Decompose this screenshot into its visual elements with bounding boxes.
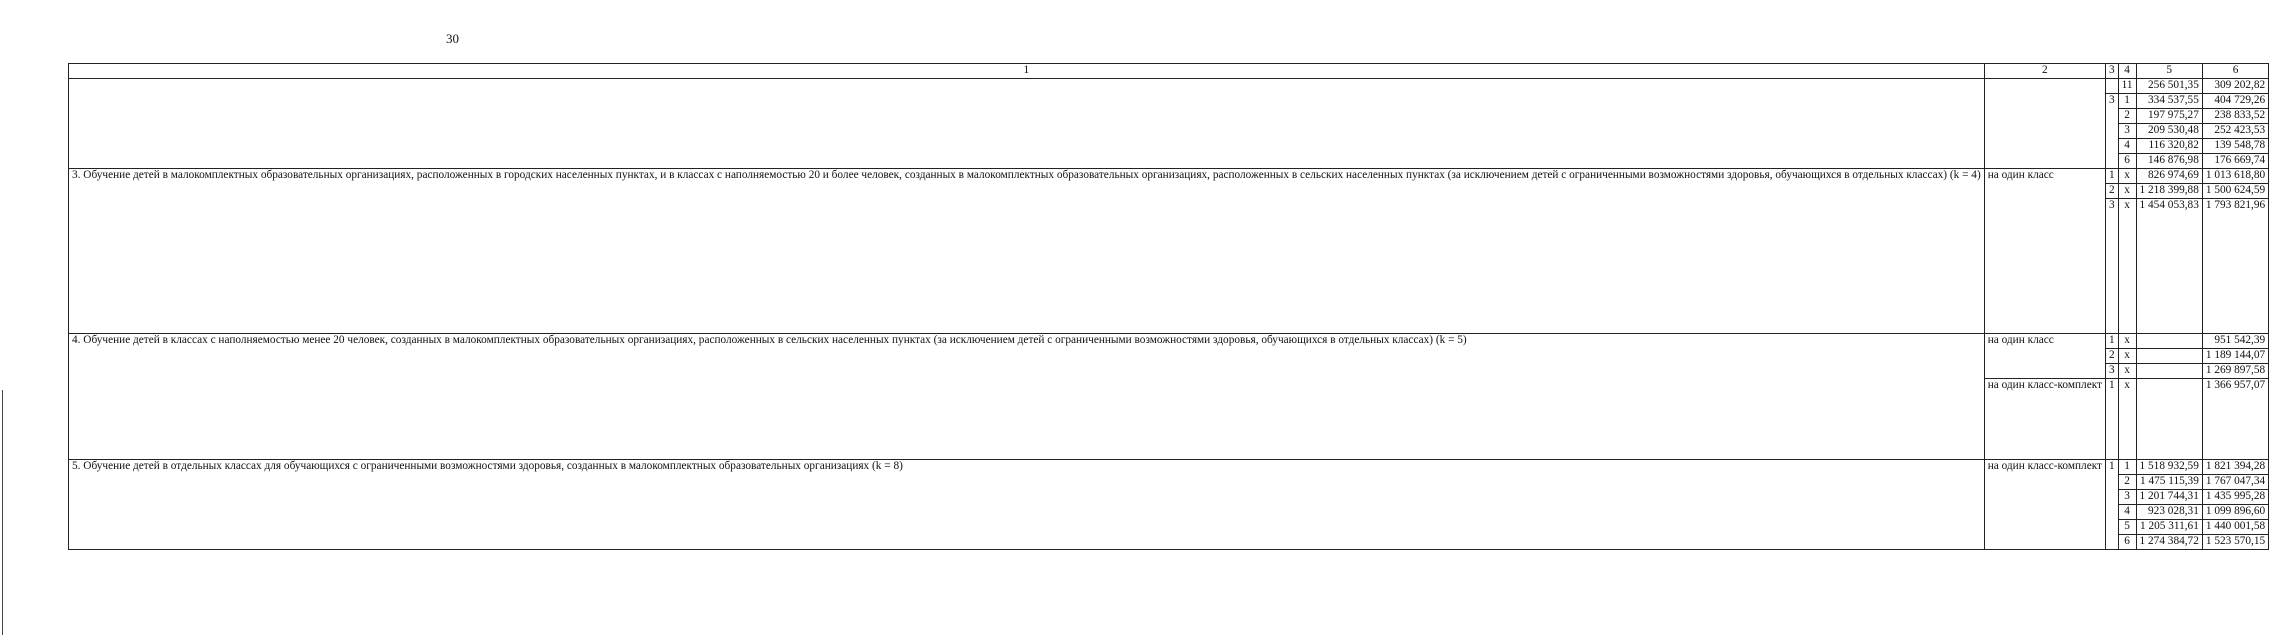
header-cell: 4 <box>2118 64 2136 79</box>
value-cell: 1 454 053,83 <box>2136 199 2202 334</box>
value-cell: 309 202,82 <box>2202 79 2268 94</box>
value-cell: 1 518 932,59 <box>2136 460 2202 475</box>
value-cell: 1 013 618,80 <box>2202 169 2268 184</box>
table-row <box>69 169 2269 184</box>
unit-cell: на один класс <box>1984 334 2105 379</box>
value-cell: 256 501,35 <box>2136 79 2202 94</box>
value-cell: 1 440 001,58 <box>2202 520 2268 535</box>
category-cell <box>69 79 1985 169</box>
group-cell: 1 <box>2106 379 2119 460</box>
group-cell: 1 <box>2106 334 2119 349</box>
group-cell: 3 <box>2106 94 2119 169</box>
value-cell: 923 028,31 <box>2136 505 2202 520</box>
category-cell: 4. Обучение детей в классах с наполняемостью менее 20 человек, созданных в малокомплектных образовательных организациях, расположенных в сельских населенных пунктах (за исключением детей с ограниченными возможностями здоровья, обучающихся в отдельных классах) (k = 5) <box>69 334 1985 460</box>
value-cell: 1 269 897,58 <box>2202 364 2268 379</box>
value-cell: 1 366 957,07 <box>2202 379 2268 460</box>
group-cell: 3 <box>2106 364 2119 379</box>
value-cell: 146 876,98 <box>2136 154 2202 169</box>
class-cell: 4 <box>2118 139 2136 154</box>
header-cell: 6 <box>2202 64 2268 79</box>
value-cell: 116 320,82 <box>2136 139 2202 154</box>
class-cell: 11 <box>2118 79 2136 94</box>
class-cell: х <box>2118 169 2136 184</box>
value-cell: 238 833,52 <box>2202 109 2268 124</box>
class-cell: х <box>2118 184 2136 199</box>
unit-cell: на один класс-комплект <box>1984 379 2105 460</box>
value-cell: 1 767 047,34 <box>2202 475 2268 490</box>
value-cell: 139 548,78 <box>2202 139 2268 154</box>
table-row <box>69 460 2269 475</box>
value-cell: 1 099 896,60 <box>2202 505 2268 520</box>
value-cell: 1 189 144,07 <box>2202 349 2268 364</box>
class-cell: 4 <box>2118 505 2136 520</box>
value-cell: 209 530,48 <box>2136 124 2202 139</box>
value-cell: 404 729,26 <box>2202 94 2268 109</box>
header-cell: 2 <box>1984 64 2105 79</box>
unit-cell: на один класс-комплект <box>1984 460 2105 550</box>
class-cell: х <box>2118 199 2136 334</box>
category-cell: 5. Обучение детей в отдельных классах для обучающихся с ограниченными возможностями здоровья, созданных в малокомплектных образовательных организациях (k = 8) <box>69 460 1985 550</box>
class-cell: 5 <box>2118 520 2136 535</box>
class-cell: х <box>2118 334 2136 349</box>
value-cell: 334 537,55 <box>2136 94 2202 109</box>
value-cell: 1 201 744,31 <box>2136 490 2202 505</box>
class-cell: 3 <box>2118 124 2136 139</box>
class-cell: 1 <box>2118 460 2136 475</box>
table-row <box>69 334 2269 349</box>
value-cell: 1 218 399,88 <box>2136 184 2202 199</box>
group-cell: 1 <box>2106 460 2119 550</box>
value-cell: 1 274 384,72 <box>2136 535 2202 550</box>
value-cell: 1 205 311,61 <box>2136 520 2202 535</box>
class-cell: 6 <box>2118 535 2136 550</box>
class-cell: 2 <box>2118 475 2136 490</box>
value-cell: 1 821 394,28 <box>2202 460 2268 475</box>
group-cell: 1 <box>2106 169 2119 184</box>
header-row <box>69 64 2269 79</box>
value-cell: 1 500 624,59 <box>2202 184 2268 199</box>
category-cell: 3. Обучение детей в малокомплектных образовательных организациях, расположенных в городских населенных пунктах, и в классах с наполняемостью 20 и более человек, созданных в малокомплектных образовательных организациях, расположенных в сельских населенных пунктах (за исключением детей с ограниченными возможностями здоровья, обучающихся в отдельных классах) (k = 4) <box>69 169 1985 334</box>
value-cell: 252 423,53 <box>2202 124 2268 139</box>
class-cell: 6 <box>2118 154 2136 169</box>
header-cell: 5 <box>2136 64 2202 79</box>
class-cell: х <box>2118 364 2136 379</box>
class-cell: х <box>2118 379 2136 460</box>
value-cell: 197 975,27 <box>2136 109 2202 124</box>
table-row <box>69 79 2269 94</box>
value-cell: 1 475 115,39 <box>2136 475 2202 490</box>
value-cell: 951 542,39 <box>2202 334 2268 349</box>
unit-cell <box>1984 79 2105 169</box>
value-cell: 1 793 821,96 <box>2202 199 2268 334</box>
group-cell <box>2106 79 2119 94</box>
group-cell: 2 <box>2106 349 2119 364</box>
group-cell: 3 <box>2106 199 2119 334</box>
group-cell: 2 <box>2106 184 2119 199</box>
value-cell: 826 974,69 <box>2136 169 2202 184</box>
class-cell: 3 <box>2118 490 2136 505</box>
class-cell: 1 <box>2118 94 2136 109</box>
scan-edge-line <box>2 390 3 635</box>
class-cell: х <box>2118 349 2136 364</box>
value-cell: 176 669,74 <box>2202 154 2268 169</box>
value-cell <box>2136 379 2202 460</box>
tariff-table <box>68 63 2269 550</box>
value-cell: 1 523 570,15 <box>2202 535 2268 550</box>
value-cell: 1 435 995,28 <box>2202 490 2268 505</box>
unit-cell: на один класс <box>1984 169 2105 334</box>
header-cell: 3 <box>2106 64 2119 79</box>
page-number: 30 <box>446 31 459 46</box>
value-cell <box>2136 349 2202 364</box>
class-cell: 2 <box>2118 109 2136 124</box>
value-cell <box>2136 364 2202 379</box>
value-cell <box>2136 334 2202 349</box>
header-cell: 1 <box>69 64 1985 79</box>
